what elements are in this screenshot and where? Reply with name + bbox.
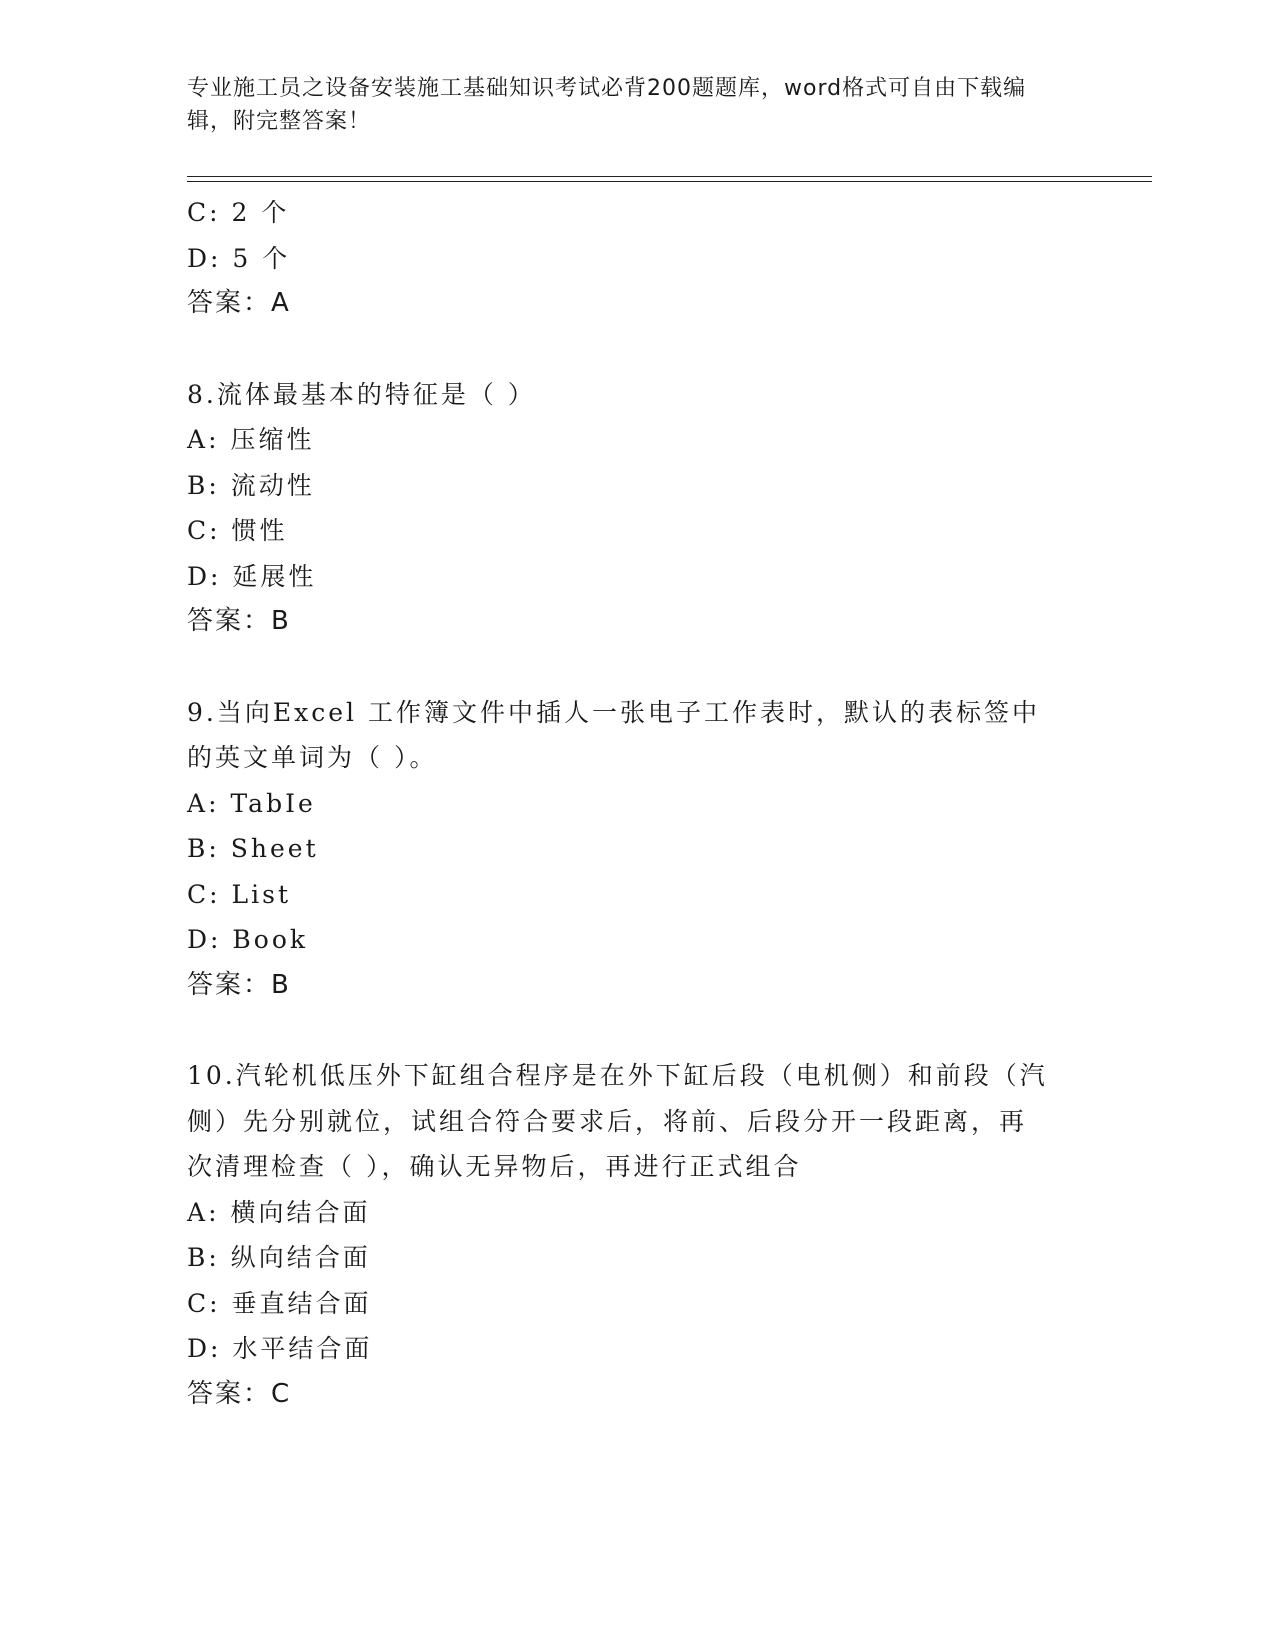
question-block-partial	[187, 190, 1087, 327]
option-c: C: List	[187, 879, 291, 909]
option-c: C: 惯性	[187, 516, 288, 545]
option-c: C: 2 个	[187, 198, 290, 227]
question-stem-line-1: 10.汽轮机低压外下缸组合程序是在外下缸后段（电机侧）和前段（汽	[187, 1061, 1048, 1090]
option-a: A: 压缩性	[187, 425, 315, 454]
header-divider-top	[187, 176, 1152, 177]
answer-line: 答案：B	[187, 969, 291, 1000]
question-block-10	[187, 1053, 1087, 1417]
header-divider-bottom	[187, 181, 1152, 182]
answer-line: 答案：C	[187, 1378, 292, 1409]
question-block-9	[187, 690, 1087, 1009]
question-stem-line-2: 的英文单词为（ ）。	[187, 743, 438, 772]
answer-line: 答案：A	[187, 288, 291, 318]
option-d: D: 5 个	[187, 243, 291, 273]
question-stem-line-3: 次清理检查（ ），确认无异物后，再进行正式组合	[187, 1152, 802, 1181]
question-stem: 8.流体最基本的特征是（ ）	[187, 379, 536, 409]
document-header: 专业施工员之设备安装施工基础知识考试必背200题题库，word格式可自由下载编辑，附完整答案！	[187, 76, 1027, 134]
option-d: D: 延展性	[187, 561, 317, 591]
option-d: D: Book	[187, 925, 309, 954]
option-a: A: TabIe	[187, 788, 316, 818]
question-block-8	[187, 372, 1087, 645]
option-b: B: Sheet	[187, 834, 319, 863]
option-b: B: 流动性	[187, 470, 315, 500]
option-b: B: 纵向结合面	[187, 1243, 371, 1272]
option-a: A: 横向结合面	[187, 1197, 371, 1227]
option-d: D: 水平结合面	[187, 1334, 373, 1363]
question-stem-line-1: 9.当向Excel 工作簿文件中插人一张电子工作表时，默认的表标签中	[187, 697, 1040, 727]
question-stem-line-2: 侧）先分别就位，试组合符合要求后，将前、后段分开一段距离，再	[187, 1106, 1028, 1136]
answer-line: 答案：B	[187, 606, 291, 636]
option-c: C: 垂直结合面	[187, 1288, 372, 1318]
question-content	[187, 190, 1087, 1417]
